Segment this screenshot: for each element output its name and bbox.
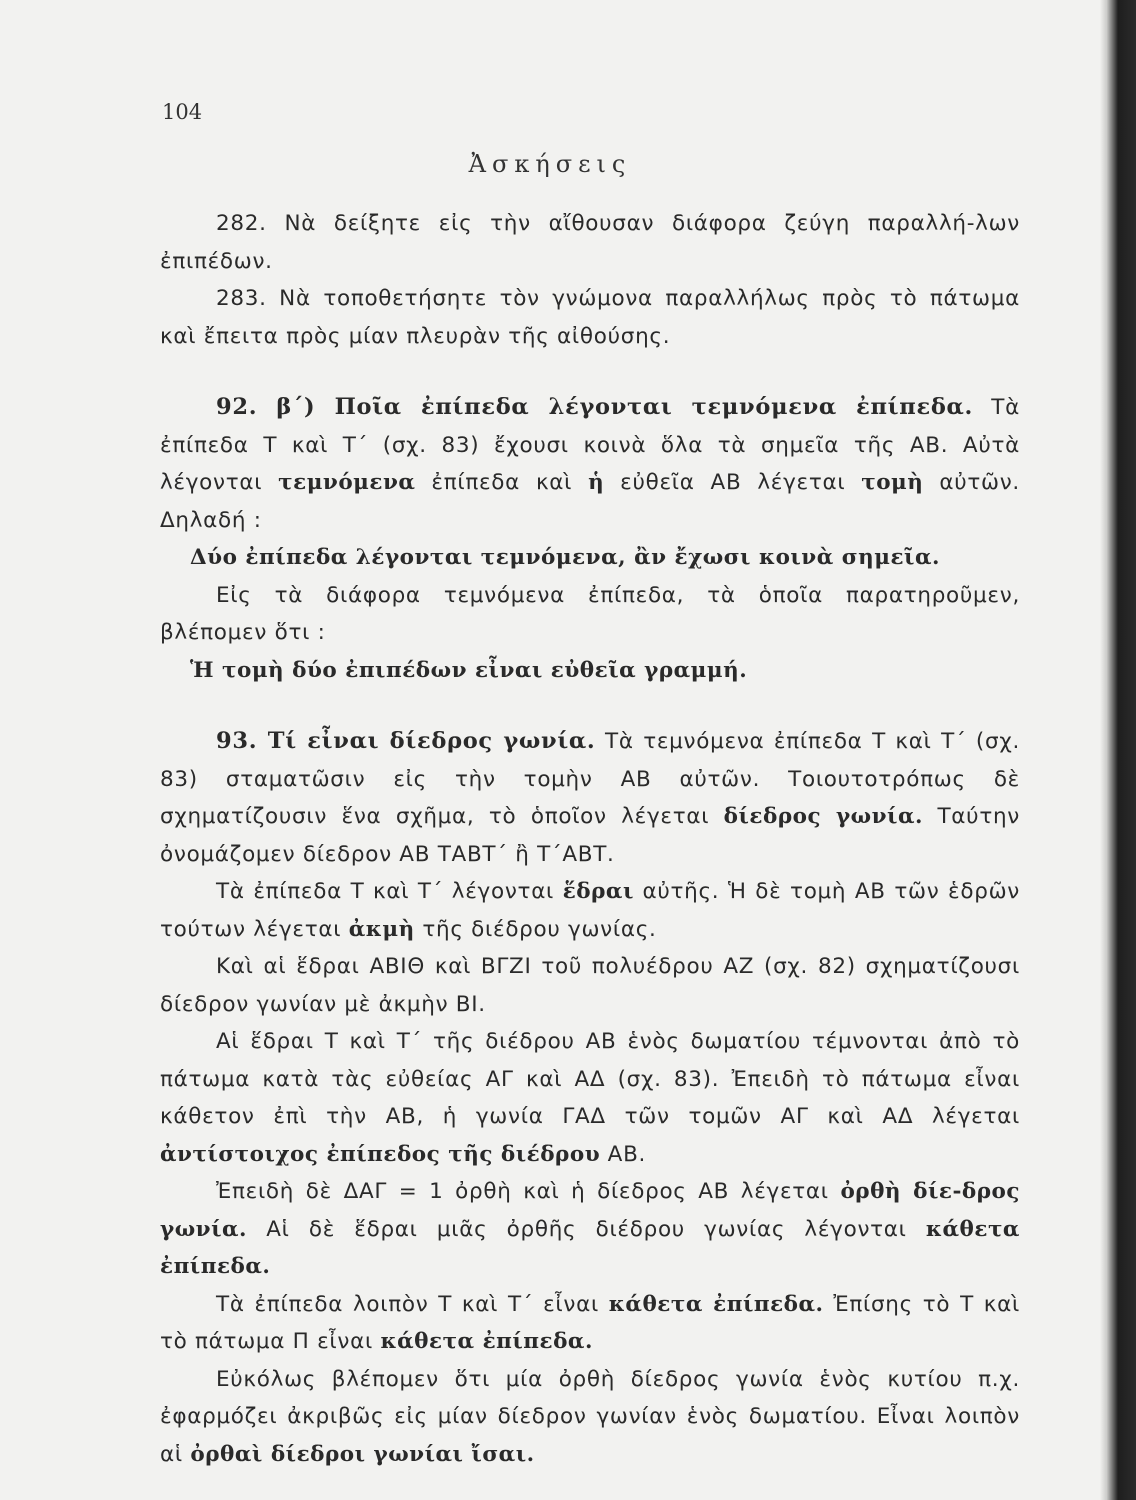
page-body xyxy=(160,205,1020,1473)
body-text: Εἰς τὰ διάφορα τεμνόμενα ἐπίπεδα, τὰ ὁποῖα παρατηροῦμεν, βλέπομεν ὅτι : xyxy=(160,582,1020,645)
body-text: εὐθεῖα ΑΒ λέγεται xyxy=(620,470,846,495)
exercise-text: Νὰ τοποθετήσητε τὸν γνώμονα παραλλήλως πρὸς τὸ πάτωμα καὶ ἔπειτα πρὸς μίαν πλευρὰν τῆς αἰθούσης. xyxy=(160,286,1020,349)
emphasis: ἡ xyxy=(588,470,605,495)
section-heading: 93. Τί εἶναι δίεδρος γωνία. xyxy=(216,728,596,754)
emphasis: τεμνόμενα xyxy=(278,470,416,495)
body-text: Τὰ ἐπίπεδα Τ καὶ Τ΄ λέγονται xyxy=(216,879,555,904)
rule-text: Δύο ἐπίπεδα λέγονται τεμνόμενα, ἂν ἔχωσι κοινὰ σημεῖα. xyxy=(190,545,940,570)
section-92 xyxy=(160,389,1020,539)
section-heading: 92. β΄) Ποῖα ἐπίπεδα λέγονται τεμνόμενα ἐπίπεδα. xyxy=(216,394,974,420)
body-text: Ἐπίσης τὸ Τ καὶ τὸ πάτωμα Π εἶναι xyxy=(160,1291,1020,1354)
emphasis: τομὴ xyxy=(861,470,924,495)
emphasis: ὀρθὴ δίε-δρος γωνία. xyxy=(160,1179,1020,1242)
body-text: Ταύτην ὀνομάζομεν δίεδρον ΑΒ ΤΑΒΤ΄ ἢ Τ΄ΑΒΤ. xyxy=(160,804,1020,867)
section-92-paragraph xyxy=(160,577,1020,652)
emphasis: δίεδρος γωνία. xyxy=(723,804,923,829)
page-number: 104 xyxy=(162,100,203,124)
body-text: ἐπίπεδα καὶ xyxy=(431,470,573,495)
exercise-text: Νὰ δείξητε εἰς τὴν αἴθουσαν διάφορα ζεύγη παραλλή-λων ἐπιπέδων. xyxy=(160,211,1020,274)
section-93-paragraph xyxy=(160,948,1020,1023)
exercise-number: 283. xyxy=(216,286,267,311)
body-text: Τὰ ἐπίπεδα λοιπὸν Τ καὶ Τ΄ εἶναι xyxy=(216,1291,599,1317)
emphasis: κάθετα ἐπίπεδα. xyxy=(380,1329,593,1354)
body-text: τῆς διέδρου γωνίας. xyxy=(422,916,657,942)
emphasis: ἀκμὴ xyxy=(348,916,415,942)
body-text: Τὰ τεμνόμενα ἐπίπεδα Τ καὶ Τ΄ (σχ. 83) σταματῶσιν εἰς τὴν τομὴν ΑΒ αὐτῶν. Τοιουτοτρόπως δὲ σχηματίζουσιν ἕνα σχῆμα, τὸ ὁποῖον λέγεται xyxy=(160,729,1020,829)
exercise-283 xyxy=(160,280,1020,355)
section-title: Ἀσκήσεις xyxy=(468,150,632,178)
body-text: Ἐπειδὴ δὲ ΔΑΓ = 1 ὀρθὴ καὶ ἡ δίεδρος ΑΒ λέγεται xyxy=(216,1179,829,1204)
section-93-paragraph xyxy=(160,1173,1020,1286)
body-text: αὐτῶν. Δηλαδή : xyxy=(160,470,1020,533)
body-text: Καὶ αἱ ἕδραι ΑΒΙΘ καὶ ΒΓΖΙ τοῦ πολυέδρου ΑΖ (σχ. 82) σχηματίζουσι δίεδρον γωνίαν μὲ ἀκμὴν ΒΙ. xyxy=(160,954,1020,1017)
section-93-paragraph xyxy=(160,873,1020,948)
rule-definition xyxy=(160,539,1020,577)
emphasis: κάθετα ἐπίπεδα. xyxy=(608,1291,824,1317)
rule-definition xyxy=(160,652,1020,690)
section-93-paragraph xyxy=(160,1361,1020,1474)
exercise-number: 282. xyxy=(216,211,267,236)
page-edge xyxy=(1106,0,1136,1500)
emphasis: ἕδραι xyxy=(562,879,634,904)
rule-text: Ἡ τομὴ δύο ἐπιπέδων εἶναι εὐθεῖα γραμμή. xyxy=(190,657,748,683)
body-text: Τὰ ἐπίπεδα Τ καὶ Τ΄ (σχ. 83) ἔχουσι κοινὰ ὅλα τὰ σημεῖα τῆς ΑΒ. Αὐτὰ λέγονται xyxy=(160,395,1020,495)
section-93-paragraph xyxy=(160,1023,1020,1173)
body-text: Αἱ ἕδραι Τ καὶ Τ΄ τῆς διέδρου ΑΒ ἑνὸς δωματίου τέμνονται ἀπὸ τὸ πάτωμα κατὰ τὰς εὐθείας ΑΓ καὶ ΑΔ (σχ. 83). Ἐπειδὴ τὸ πάτωμα εἶναι κάθετον ἐπὶ τὴν ΑΒ, ἡ γωνία ΓΑΔ τῶν τομῶν ΑΓ καὶ ΑΔ λέγεται xyxy=(160,1029,1020,1129)
emphasis: ἀντίστοιχος ἐπίπεδος τῆς διέδρου xyxy=(160,1141,601,1167)
body-text: Αἱ δὲ ἕδραι μιᾶς ὀρθῆς διέδρου γωνίας λέγονται xyxy=(266,1216,907,1242)
emphasis: ὀρθαὶ δίεδροι γωνίαι ἴσαι. xyxy=(190,1441,535,1467)
body-text: Εὐκόλως βλέπομεν ὅτι μία ὀρθὴ δίεδρος γωνία ἑνὸς κυτίου π.χ. ἐφαρμόζει ἀκριβῶς εἰς μίαν δίεδρον γωνίαν ἑνὸς δωματίου. Εἶναι λοιπὸν αἱ xyxy=(160,1366,1020,1467)
body-text: αὐτῆς. Ἡ δὲ τομὴ ΑΒ τῶν ἑδρῶν τούτων λέγεται xyxy=(160,879,1020,942)
section-93 xyxy=(160,723,1020,873)
body-text: ΑΒ. xyxy=(607,1141,647,1167)
emphasis: κάθετα ἐπίπεδα. xyxy=(160,1216,1020,1279)
section-93-paragraph xyxy=(160,1286,1020,1361)
exercise-282 xyxy=(160,205,1020,280)
